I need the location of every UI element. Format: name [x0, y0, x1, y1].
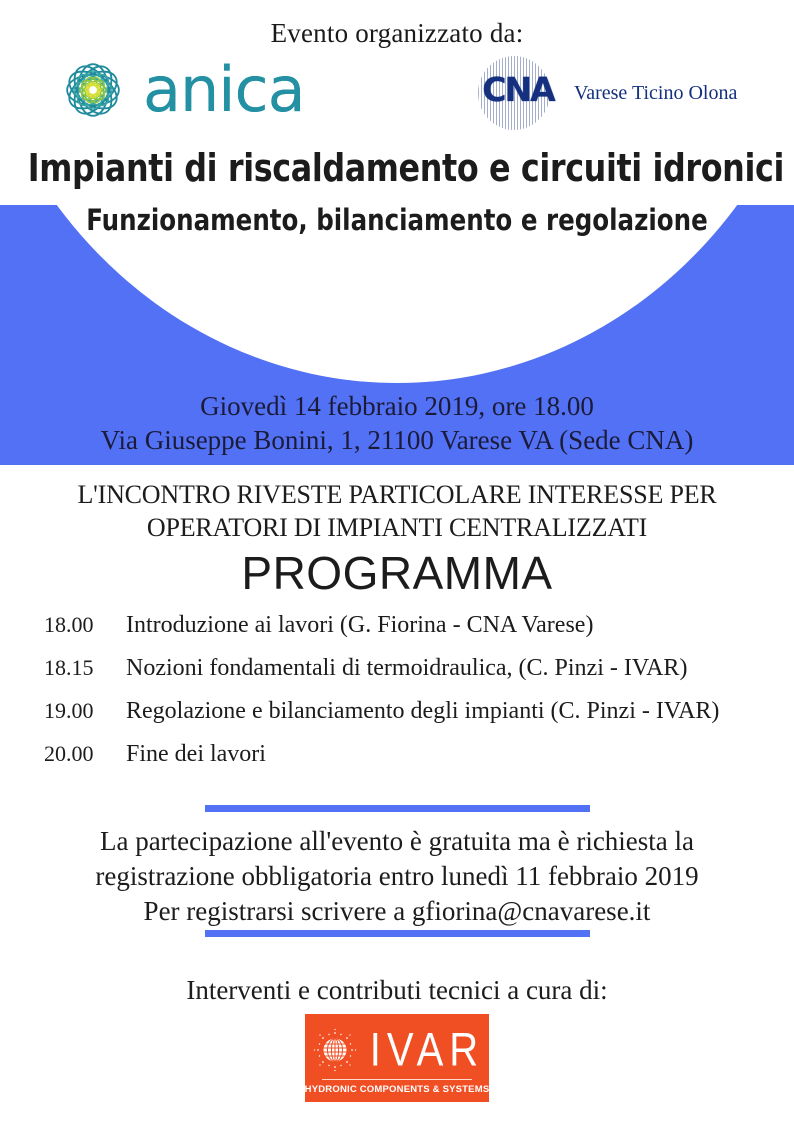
- audience-note: [0, 478, 794, 545]
- registration-note: [0, 824, 794, 928]
- divider-top: [205, 805, 590, 812]
- schedule-time: 18.00: [44, 612, 94, 637]
- schedule-time: 18.15: [44, 655, 94, 680]
- schedule-row: [40, 698, 760, 741]
- sponsor-label: Interventi e contributi tecnici a cura di:: [186, 975, 608, 1005]
- schedule-description: Regolazione e bilanciamento degli impianti (C. Pinzi - IVAR): [126, 698, 720, 724]
- audience-line-1: L'INCONTRO RIVESTE PARTICOLARE INTERESSE PER: [77, 480, 717, 509]
- anica-mandala-icon: [55, 52, 131, 128]
- schedule-description: Introduzione ai lavori (G. Fiorina - CNA Varese): [126, 612, 594, 638]
- programme-heading: PROGRAMMA: [241, 547, 553, 599]
- poster-title: Impianti di riscaldamento e circuiti idronici: [27, 146, 784, 190]
- schedule-row: [40, 741, 760, 784]
- event-location: Via Giuseppe Bonini, 1, 21100 Varese VA (Sede CNA): [100, 425, 694, 455]
- divider-bottom: [205, 930, 590, 937]
- schedule-description: Nozioni fondamentali di termoidraulica, (C. Pinzi - IVAR): [126, 655, 688, 681]
- registration-line-3: Per registrarsi scrivere a gfiorina@cnavarese.it: [143, 895, 651, 926]
- schedule-time: 20.00: [44, 741, 94, 766]
- poster-subtitle: Funzionamento, bilanciamento e regolazione: [86, 203, 708, 237]
- cna-globe-icon: [478, 56, 554, 130]
- organizer-label: Evento organizzato da:: [270, 18, 524, 48]
- anica-wordmark: anica: [143, 53, 305, 127]
- audience-line-2: OPERATORI DI IMPIANTI CENTRALIZZATI: [146, 513, 648, 543]
- organizer-logos: [0, 52, 794, 138]
- ivar-logo: [305, 1014, 489, 1102]
- schedule-description: Fine dei lavori: [126, 741, 266, 767]
- schedule-row: [40, 655, 760, 698]
- programme-schedule: [40, 612, 760, 784]
- ivar-rule: [322, 1079, 472, 1080]
- registration-line-1: La partecipazione all'evento è gratuita ma è richiesta la: [99, 826, 695, 856]
- schedule-time: 19.00: [44, 698, 94, 723]
- registration-line-2: registrazione obbligatoria entro lunedì 11 febbraio 2019: [95, 860, 699, 891]
- schedule-row: [40, 612, 760, 655]
- anica-logo: [55, 52, 305, 128]
- cna-subtitle: Varese Ticino Olona: [574, 81, 738, 104]
- ivar-wordmark: IVAR: [369, 1024, 485, 1076]
- event-date: Giovedì 14 febbraio 2019, ore 18.00: [200, 391, 594, 421]
- cna-logo: [478, 56, 737, 130]
- globe-sun-icon: [310, 1025, 360, 1075]
- ivar-tagline: HYDRONIC COMPONENTS & SYSTEMS: [304, 1084, 490, 1095]
- ivar-logo-top: [305, 1021, 489, 1079]
- cna-wordmark: CNA: [482, 70, 554, 109]
